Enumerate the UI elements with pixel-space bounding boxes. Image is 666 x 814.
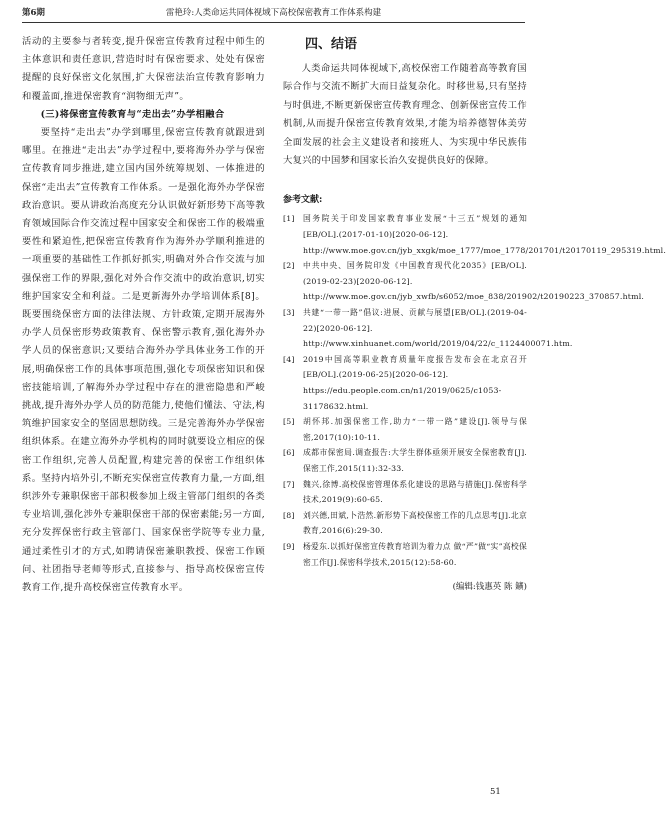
reference-text: 中共中央、国务院印发《中国教育现代化2035》[EB/OL].(2019-02-23)[2020-06-12]. http://www.moe.gov.cn/jyb_xwfb/s6052/moe_838/201902/t20190223_370857.html. [303, 261, 645, 302]
issue-label: 第6期 [22, 8, 45, 18]
section-title: 四、结语 [305, 37, 358, 52]
reference-number: [3] [283, 308, 295, 317]
reference-item [283, 305, 573, 352]
reference-text: 魏兴,徐博.高校保密管理体系化建设的思路与措施[J].保密科学技术,2019(9):60-65. [303, 479, 527, 505]
reference-text: 国务院关于印发国家教育事业发展“十三五”规划的通知[EB/OL].(2017-01-10)[2020-06-12]. http://www.moe.gov.cn/jyb_xxgk/moe_1777/moe_1778/201701/t20170119_295319.html. [303, 214, 666, 255]
reference-number: [7] [283, 479, 295, 489]
reference-number: [6] [283, 448, 295, 458]
reference-number: [9] [283, 541, 295, 551]
references-heading: 参考文献: [283, 195, 323, 206]
reference-number: [4] [283, 354, 295, 364]
reference-text: 刘兴德,田斌,卜浩然.新形势下高校保密工作的几点思考[J].北京教育,2016(6):29-30. [303, 510, 527, 536]
reference-text: 胡怀邦.加强保密工作,助力“一带一路”建设[J].领导与保密,2017(10):10-11. [303, 417, 527, 442]
body-paragraph: 要坚持“走出去”办学到哪里,保密宣传教育就跟进到哪里。在推进“走出去”办学过程中,要将海外办学与保密宣传教育同步推进,建立国内国外统筹规划、一体推进的保密“走出去”宣传教育工作体系。一是强化海外办学保密政治意识。要从讲政治高度充分认识做好新形势下高等教育领域国际合作交流过程中国家安全和保密工作的极端重要性和紧迫性,把保密宣传教育作为海外办学顺利推进的一项重要的基础性工作抓好抓实,明确对外合作交流与加强保密工作的界限,强化对外合作交流中的政治意识,切实维护国家安全和利益。二是更新海外办学培训体系[8]。既要围绕保密方面的法律法规、方针政策,定期开展海外办学人员保密形势政策教育、保密警示教育,强化海外办学人员的保密意识;又要结合海外办学具体业务工作的开展,明确保密工作的具体事项范围,强化专项保密知识和保密技能培训,了解海外办学过程中存在的泄密隐患和严峻挑战,提升海外办学人员的防范能力,使他们懂法、守法,构筑维护国家安全的坚固思想防线。三是完善海外办学保密组织体系。在建立海外办学机构的同时就要设立相应的保密工作组织,完善人员配置,构建完善的保密工作组织体系。坚持内培外引,不断充实保密宣传教育力量,一方面,组织涉外专兼职保密干部积极参加上级主管部门组织的各类专业培训,强化涉外专兼职保密干部的保密素能;另一方面,充分发挥保密行政主管部门、国家保密学院等专业力量,通过柔性引才的方式,如聘请保密兼职教授、保密工作顾问、社团指导老师等形式,直接参与、指导高校保密宣传教育工作,提升高校保密宣传教育水平。 [22, 127, 265, 594]
reference-text: 成都市保密局.调查报告:大学生群体亟须开展安全保密教育[J].保密工作,2015(11):32-33. [303, 448, 527, 473]
reference-number: [8] [283, 510, 295, 520]
running-header [22, 6, 525, 23]
reference-item [283, 508, 527, 539]
right-column [283, 36, 666, 756]
reference-number: [2] [283, 261, 295, 271]
conclusion-paragraph: 人类命运共同体视域下,高校保密工作随着高等教育国际合作与交流不断扩大而日益复杂化。时移世易,只有坚持与时俱进,不断更新保密宣传教育理念、创新保密宣传工作机制,从而提升保密宣传教育效果,才能为培养德智体美劳全面发展的社会主义建设者和接班人、为实现中华民族伟大复兴的中国梦和国家长治久安提供良好的保障。 [283, 63, 527, 167]
reference-list [283, 211, 666, 570]
reference-item [283, 211, 666, 258]
reference-item [283, 352, 527, 414]
editor-credit: (编辑:钱惠英 陈 鑛) [452, 582, 527, 593]
reference-text: 共建“一带一路”倡议:进展、贡献与展望[EB/OL].(2019-04-22)[2020-06-12]. http://www.xinhuanet.com/world/2019/04/22/c_1124400071.htm. [303, 308, 573, 349]
reference-item [283, 477, 527, 508]
reference-item [283, 445, 527, 476]
reference-item [283, 414, 527, 445]
subsection-heading: (三)将保密宣传教育与“走出去”办学相融合 [40, 108, 225, 120]
reference-number: [5] [283, 417, 295, 427]
reference-item [283, 539, 527, 570]
reference-number: [1] [283, 214, 295, 224]
page-number: 51 [490, 787, 501, 797]
paragraph-continuation: 活动的主要参与者转变,提升保密宣传教育过程中师生的主体意识和责任意识,营造时时有保密要求、处处有保密提醒的良好保密文化氛围,扩大保密法治宣传教育影响力和覆盖面,推进保密教育“润物细无声”。 [22, 36, 265, 102]
left-column [22, 33, 265, 755]
running-title: 雷艳玲:人类命运共同体视域下高校保密教育工作体系构建 [165, 8, 382, 18]
reference-text: 杨爱东.以抓好保密宣传教育培训为着力点 做“严”做“实”高校保密工作[J].保密科学技术,2015(12):58-60. [303, 541, 527, 567]
reference-item [283, 258, 645, 305]
reference-text: 2019中国高等职业教育质量年度报告发布会在北京召开[EB/OL].(2019-06-25)[2020-06-12]. https://edu.people.com.cn/n1/2019/0625/c1053-31178632.html. [303, 354, 527, 411]
